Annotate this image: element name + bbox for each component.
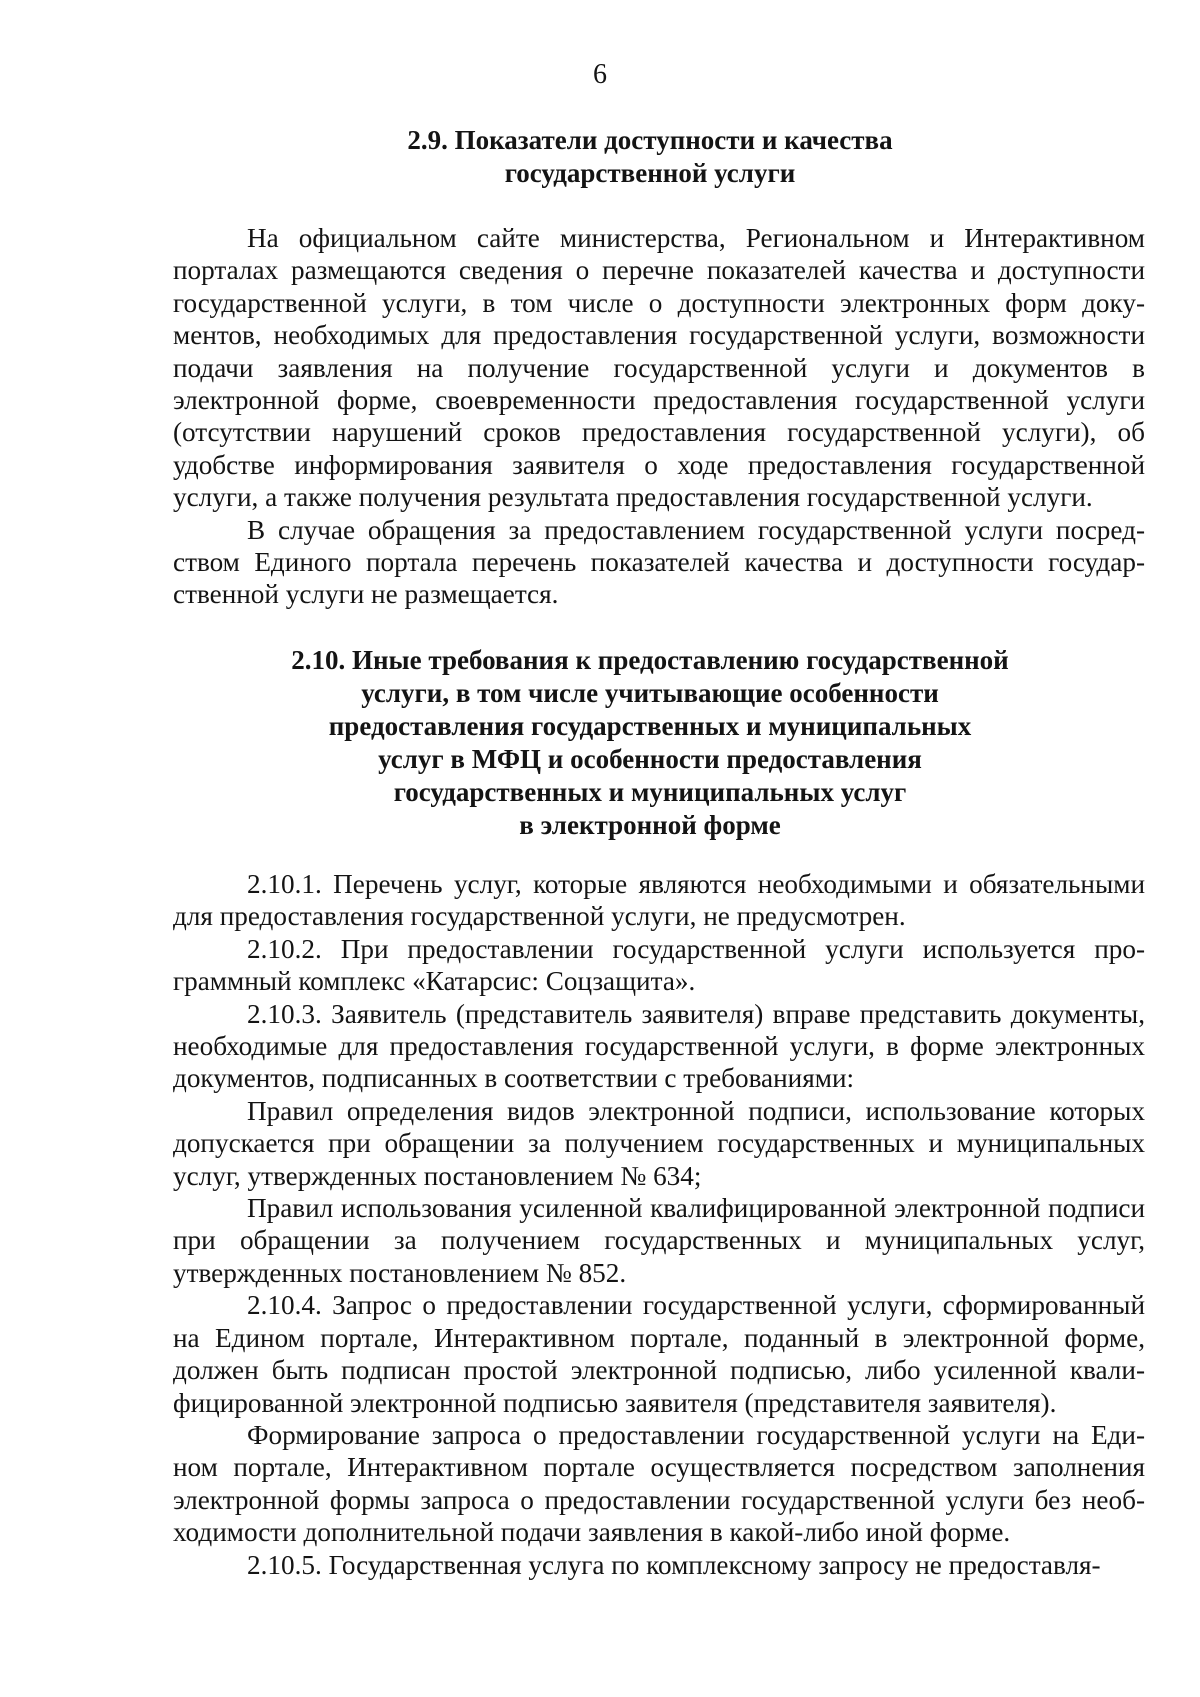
heading-line: 2.10. Иные требования к предоставлению государственной [291,645,1009,675]
section-2-10-body [173,868,1145,1581]
heading-line: в электронной форме [519,810,781,840]
section-2-10-heading [150,644,1150,842]
paragraph-2-10-1: 2.10.1. Перечень услуг, которые являются необходимыми и обязательными для предоставления государственной услуги, не предусмотрен. [173,869,1145,932]
paragraph-2-10-4: 2.10.4. Запрос о предоставлении государственной услуги, сформированный на Едином портале, Интерактивном портале, поданный в электронной форме, должен быть подписан простой электронной подписью, либо усиленной квалифицированной электронной подписью заявителя (представителя заявителя). [173,1290,1145,1418]
paragraph-rules-634: Правил определения видов электронной подписи, использование которых допускается при обращении за получением государственных и муниципальных услуг, утвержденных постановлением № 634; [173,1095,1145,1191]
heading-line: предоставления государственных и муниципальных [328,711,972,741]
paragraph-2-10-3: 2.10.3. Заявитель (представитель заявителя) вправе представить документы, необходимые для предоставления государственной услуги, в форме электронных документов, подписанных в соответствии с требованиями: [173,998,1145,1094]
section-2-9-heading [150,124,1150,190]
paragraph: На официальном сайте министерства, Региональном и Интерактивном порталах размещаются сведения о перечне показателей качества и доступности государственной услуги, в том числе о доступности электронных форм документов, необходимых для предоставления государственной услуги, возможности подачи заявления на получение государственной услуги и документов в электронной форме, своевременности предоставления государственной услуги (отсутствии нарушений сроков предоставления государственной услуги), об удобстве информирования заявителя о ходе предоставления государственной услуги, а также получения результата предоставления государственной услуги. [173,223,1145,513]
page-number: 6 [593,59,607,90]
paragraph-2-10-5: 2.10.5. Государственная услуга по комплексному запросу не предоставля- [247,1549,1101,1580]
heading-line: услуг в МФЦ и особенности предоставления [378,744,922,774]
paragraph-2-10-2: 2.10.2. При предоставлении государственной услуги используется программный комплекс «Катарсис: Соцзащита». [173,933,1145,997]
heading-line: государственной услуги [504,158,796,188]
paragraph-rules-852: Правил использования усиленной квалифицированной электронной подписи при обращении за получением государственных и муниципальных услуг, утвержденных постановлением № 852. [173,1193,1145,1288]
heading-line: 2.9. Показатели доступности и качества [407,125,893,155]
heading-line: услуги, в том числе учитывающие особенности [361,678,939,708]
paragraph-request-form: Формирование запроса о предоставлении государственной услуги на Едином портале, Интерактивном портале осуществляется посредством заполнения электронной формы запроса о предоставлении государственной услуги без необходимости дополнительной подачи заявления в какой-либо иной форме. [173,1419,1145,1548]
paragraph: В случае обращения за предоставлением государственной услуги посредством Единого портала перечень показателей качества и доступности государственной услуги не размещается. [173,514,1145,610]
heading-line: государственных и муниципальных услуг [393,777,907,807]
section-2-9-body [173,222,1145,611]
